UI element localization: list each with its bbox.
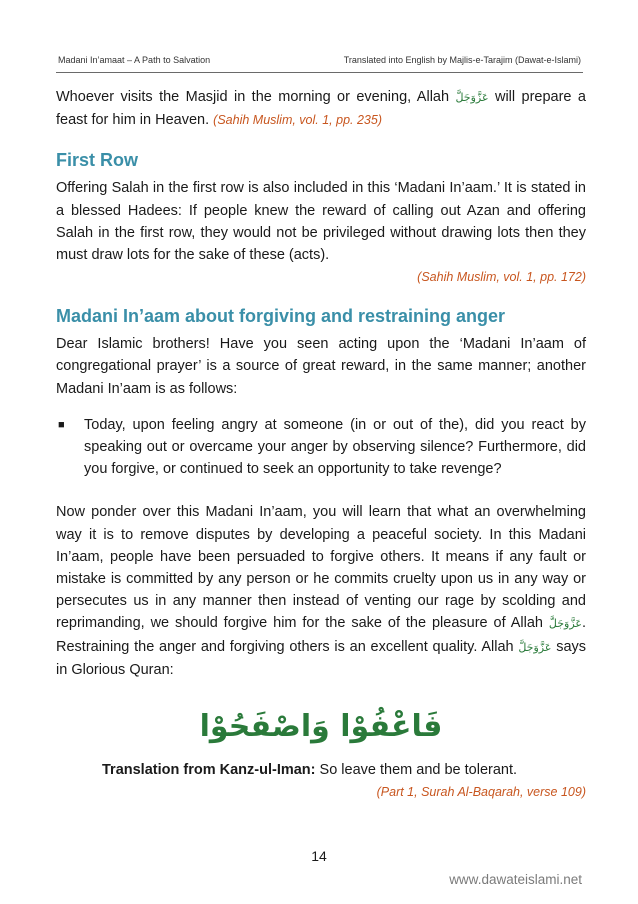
first-row-reference-text: (Sahih Muslim, vol. 1, pp. 172) — [417, 270, 586, 285]
translation-text: So leave them and be tolerant. — [319, 762, 518, 779]
ponder-text-after: says in Glorious Quran: — [56, 638, 587, 678]
verse-reference-text: (Part 1, Surah Al-Baqarah, verse 109) — [376, 785, 586, 800]
honorific-arabic: عَزَّوَجَلَّ — [455, 91, 489, 104]
page-number: 14 — [311, 848, 327, 864]
bullet-text: Today, upon feeling angry at someone (in or out of the), did you react by speaking out or overcame your anger by observing silence? Furthermore, did you forgive, or continued to seek an opportunity to take revenge? — [84, 416, 586, 478]
footer-website-url: www.dawateislami.net — [449, 872, 582, 887]
first-row-heading: First Row — [56, 150, 139, 171]
translation-label: Translation from Kanz-ul-Iman: — [102, 762, 316, 779]
intro-paragraph — [56, 86, 586, 131]
ponder-text-mid: . Restraining the anger and forgiving others is an excellent quality. Allah — [56, 615, 586, 655]
honorific-arabic: عَزَّوَجَلَّ — [548, 617, 582, 631]
first-row-reference — [56, 266, 586, 288]
header-book-title: Madani In’amaat – A Path to Salvation — [58, 55, 211, 65]
quran-verse-arabic: فَاعْفُوْا وَاصْفَحُوْا — [199, 709, 443, 745]
verse-translation — [56, 759, 586, 781]
honorific-arabic: عَزَّوَجَلَّ — [518, 640, 552, 654]
intro-text-after: will prepare a feast for him in Heaven. — [56, 89, 586, 129]
ponder-paragraph — [56, 501, 586, 681]
page-content — [56, 86, 586, 803]
first-row-paragraph: Offering Salah in the first row is also included in this ‘Madani In’aam.’ It is stated in a blessed Hadees: If people knew the reward of calling out Azan and offering Salah in the first row, they would not be privileged without drawing lots then they must draw lots for the sake of these (acts). — [56, 180, 586, 264]
page-header — [56, 52, 583, 73]
bullet-item — [56, 414, 586, 481]
square-bullet-icon: ■ — [58, 418, 65, 431]
verse-reference — [56, 781, 586, 803]
intro-reference: (Sahih Muslim, vol. 1, pp. 235) — [213, 113, 382, 128]
forgiving-intro-paragraph: Dear Islamic brothers! Have you seen acting upon the ‘Madani In’aam of congregational prayer’ is a source of great reward, in the same manner; another Madani In’aam is as follows: — [56, 336, 586, 397]
header-translator-credit: Translated into English by Majlis-e-Tarajim (Dawat-e-Islami) — [343, 55, 581, 65]
ponder-text-before: Now ponder over this Madani In’aam, you will learn that what an overwhelming way it is to remove disputes by developing a peaceful society. In this Madani In’aam, people have been persuaded to forgive others. It means if any fault or mistake is committed by any person or he commits cruelty upon us in any way or persecutes us in any manner then instead of venting our rage by scolding and reprimanding, we should forgive him for the sake of the pleasure of Allah — [56, 504, 586, 632]
intro-text-before: Whoever visits the Masjid in the morning or evening, Allah — [56, 89, 450, 105]
forgiving-heading: Madani In’aam about forgiving and restraining anger — [56, 306, 506, 327]
